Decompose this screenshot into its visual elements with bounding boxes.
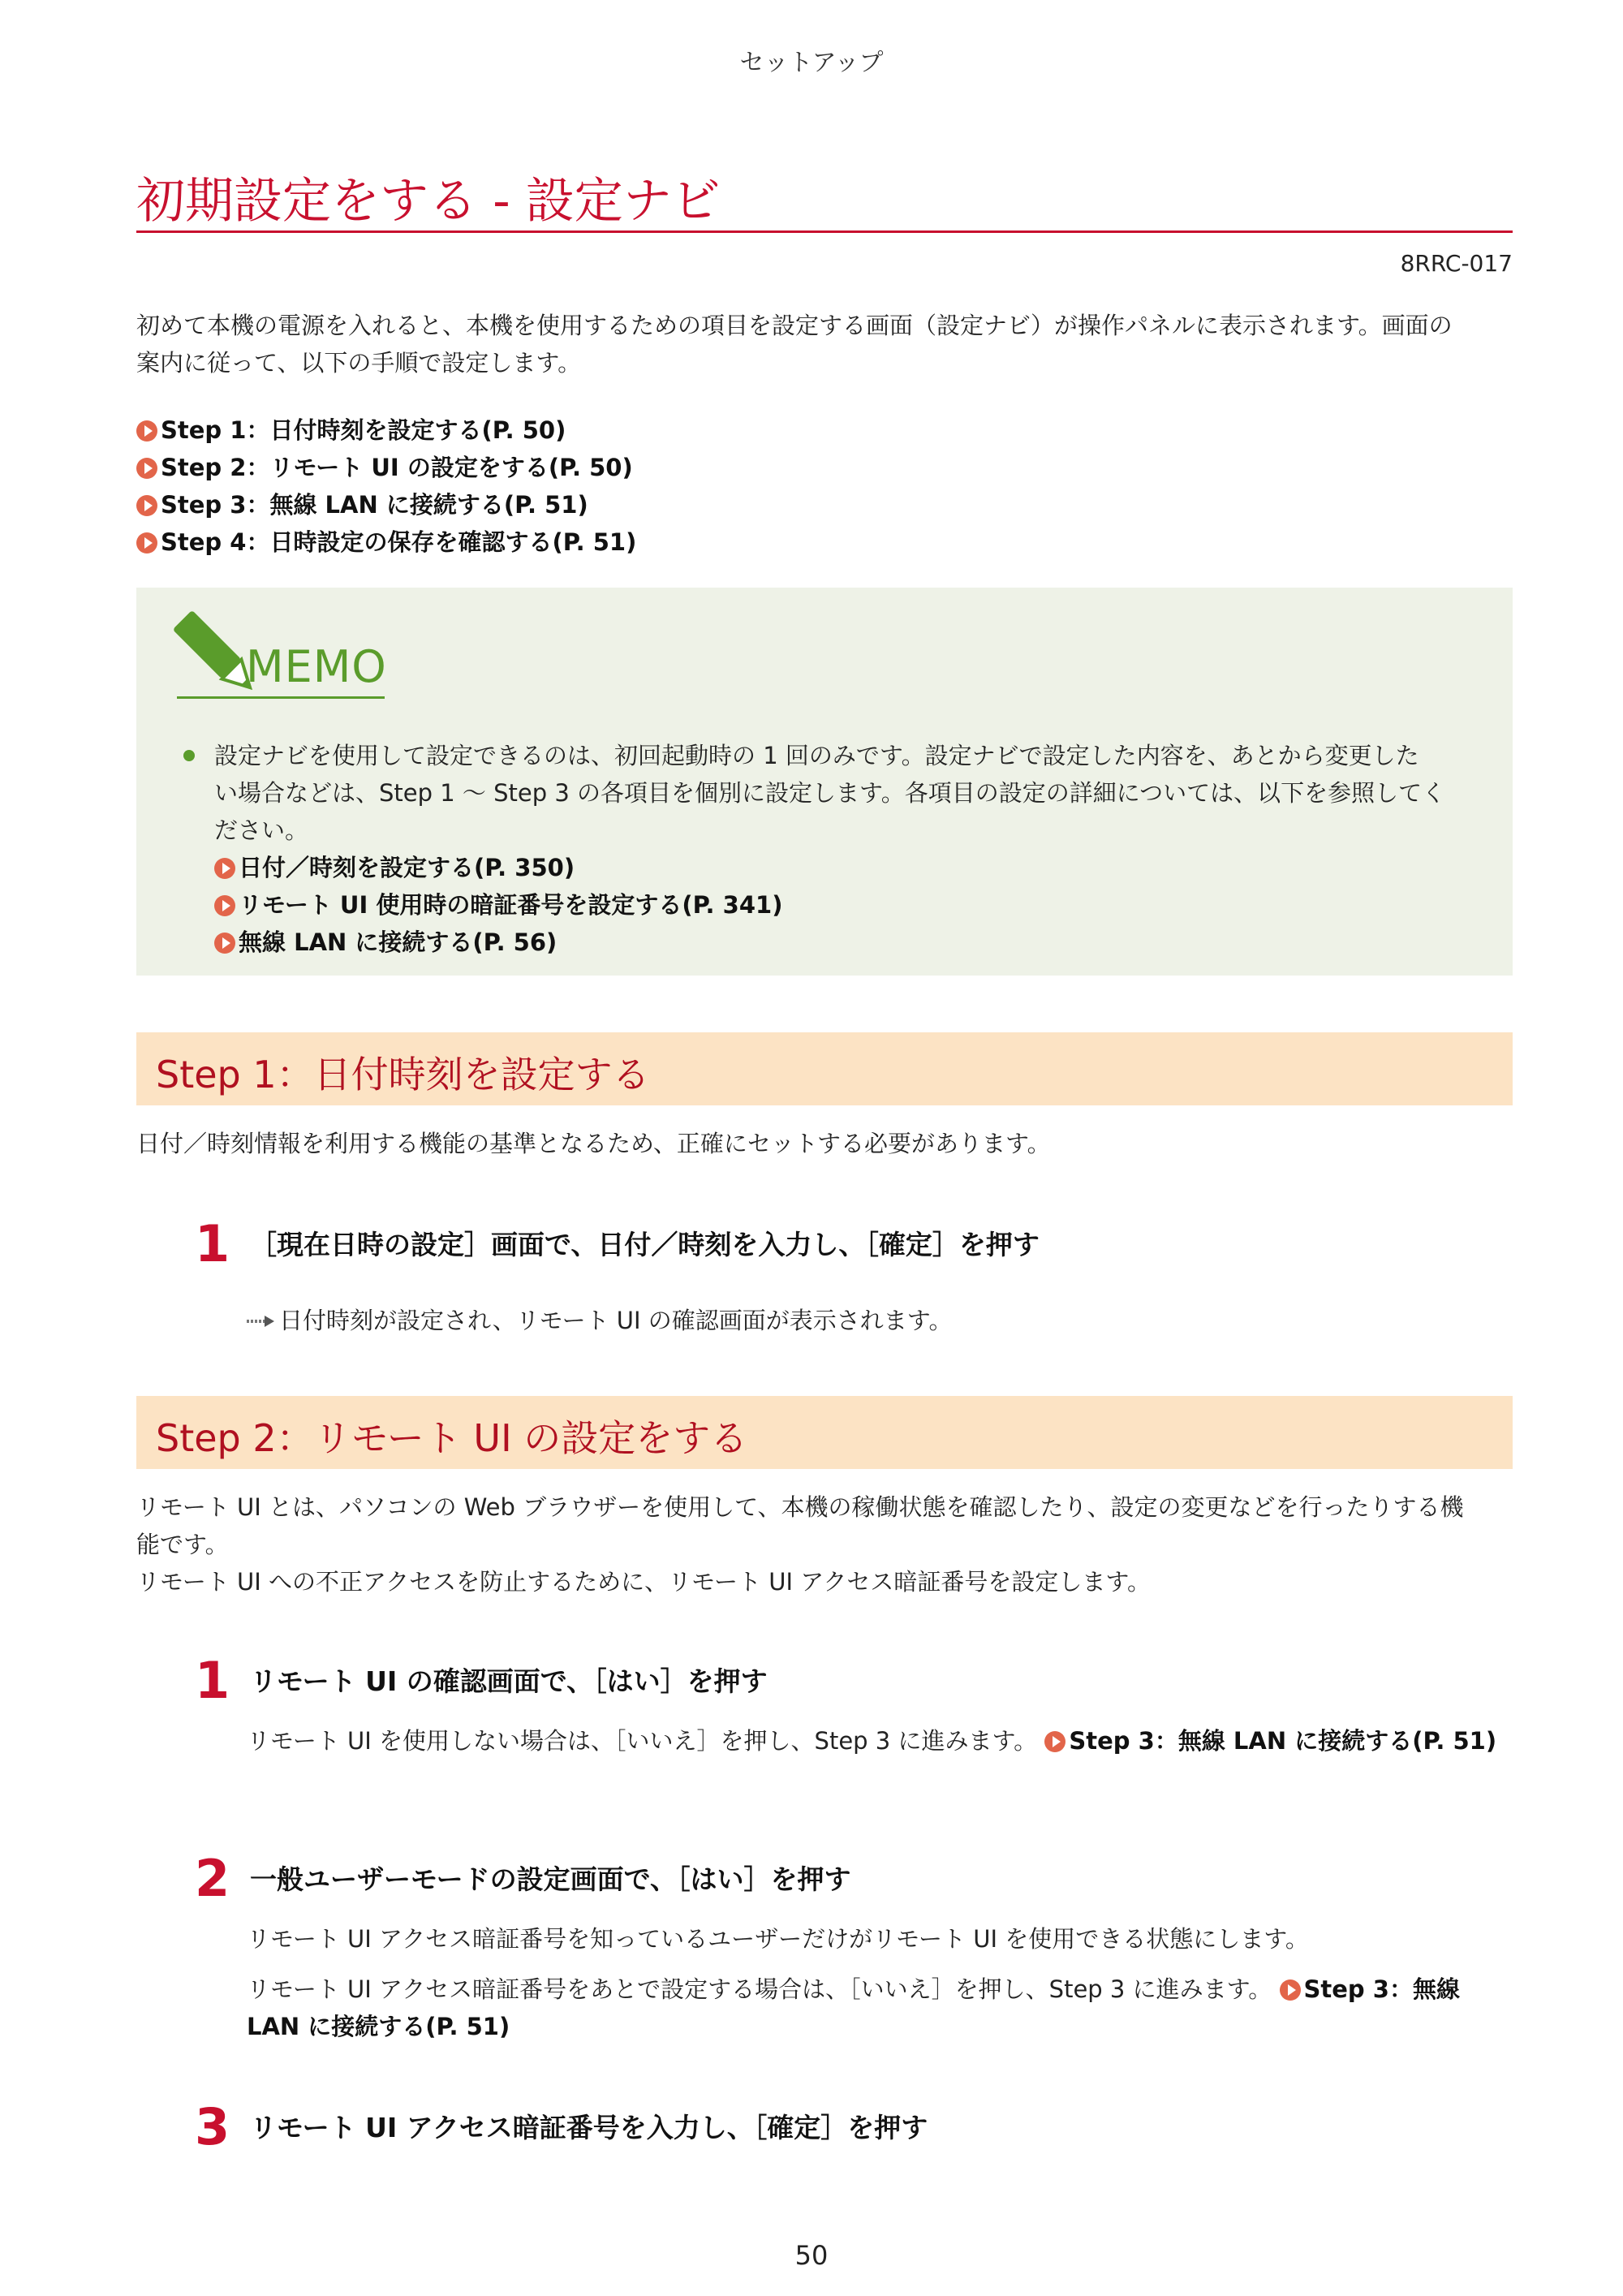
intro-line-2: 案内に従って、以下の手順で設定します。 [136, 349, 582, 377]
step-heading: リモート UI アクセス暗証番号を入力し、［確定］を押す [250, 2112, 928, 2143]
toc-link-step2[interactable]: Step 2：リモート UI の設定をする(P. 50) [136, 449, 633, 486]
step2-description [136, 1488, 1516, 1600]
result-arrow-icon [247, 1316, 274, 1327]
intro-line-1: 初めて本機の電源を入れると、本機を使用するための項目を設定する画面（設定ナビ）が操作パネルに表示されます。画面の [136, 312, 1453, 339]
step-number: 1 [195, 1214, 230, 1273]
step-note: リモート UI を使用しない場合は、［いいえ］を押し、Step 3 に進みます。 Step 3：無線 LAN に接続する(P. 51) [247, 1727, 1497, 1755]
memo-link-date-time[interactable]: 日付／時刻を設定する(P. 350) [214, 849, 575, 886]
step-note: リモート UI アクセス暗証番号をあとで設定する場合は、［いいえ］を押し、Step 3 に進みます。 Step 3：無線 LAN に接続する(P. 51) [247, 1971, 1513, 2045]
section-title-step1: Step 1：日付時刻を設定する [156, 1053, 650, 1096]
step1-description: 日付／時刻情報を利用する機能の基準となるため、正確にセットする必要があります。 [136, 1130, 1051, 1157]
memo-underline [177, 696, 385, 699]
step-result: 日付時刻が設定され、リモート UI の確認画面が表示されます。 [247, 1302, 1513, 1339]
step-note-link-step3[interactable]: Step 3：無線 [1280, 1975, 1460, 2003]
step2-desc-line-2: 能です。 [136, 1531, 229, 1558]
toc-link-step1[interactable]: Step 1：日付時刻を設定する(P. 50) [136, 411, 566, 449]
intro-paragraph [136, 307, 1516, 381]
link-arrow-icon [136, 532, 157, 554]
memo-line-2: い場合などは、Step 1 ～ Step 3 の各項目を個別に設定します。各項目の設定の詳細については、以下を参照してく [214, 779, 1446, 807]
step-number: 1 [195, 1651, 230, 1710]
link-arrow-icon [214, 895, 235, 916]
step-number: 2 [195, 1849, 230, 1908]
step-number: 3 [195, 2097, 230, 2156]
title-rule [136, 230, 1513, 233]
step-heading: ［現在日時の設定］画面で、日付／時刻を入力し、［確定］を押す [250, 1229, 1040, 1260]
step-heading: 一般ユーザーモードの設定画面で、［はい］を押す [250, 1863, 851, 1895]
step-body: リモート UI アクセス暗証番号を知っているユーザーだけがリモート UI を使用できる状態にします。 [247, 1925, 1309, 1953]
memo-label: MEMO [246, 641, 387, 692]
memo-link-remote-ui-pin[interactable]: リモート UI 使用時の暗証番号を設定する(P. 341) [214, 886, 782, 924]
toc-link-step3[interactable]: Step 3：無線 LAN に接続する(P. 51) [136, 486, 588, 523]
link-arrow-icon [214, 858, 235, 879]
step-note-link-step3[interactable]: Step 3：無線 LAN に接続する(P. 51) [1044, 1727, 1496, 1755]
step2-desc-line-1: リモート UI とは、パソコンの Web ブラウザーを使用して、本機の稼働状態を確認したり、設定の変更などを行ったりする機 [136, 1493, 1464, 1521]
toc-link-step4[interactable]: Step 4：日時設定の保存を確認する(P. 51) [136, 523, 636, 561]
link-arrow-icon [136, 495, 157, 516]
section-title-step2: Step 2：リモート UI の設定をする [156, 1416, 748, 1460]
memo-line-1: 設定ナビを使用して設定できるのは、初回起動時の 1 回のみです。設定ナビで設定した内容を、あとから変更した [214, 742, 1419, 769]
page-title: 初期設定をする - 設定ナビ [136, 173, 721, 230]
link-arrow-icon [136, 458, 157, 479]
step-heading: リモート UI の確認画面で、［はい］を押す [250, 1665, 768, 1697]
step-note-link-step3-continued[interactable]: LAN に接続する(P. 51) [247, 2013, 510, 2040]
memo-line-3: ださい。 [214, 816, 309, 844]
link-arrow-icon [1044, 1731, 1065, 1752]
page-number: 50 [794, 2240, 829, 2271]
link-arrow-icon [214, 933, 235, 954]
link-arrow-icon [1280, 1979, 1301, 2001]
memo-bullet [183, 750, 200, 766]
running-header: セットアップ [739, 49, 884, 77]
memo-link-wireless-lan[interactable]: 無線 LAN に接続する(P. 56) [214, 924, 557, 961]
link-arrow-icon [136, 420, 157, 442]
document-id: 8RRC-017 [1400, 250, 1513, 277]
step2-desc-line-3: リモート UI への不正アクセスを防止するために、リモート UI アクセス暗証番号を設定します。 [136, 1568, 1152, 1596]
memo-paragraph [214, 737, 1488, 849]
